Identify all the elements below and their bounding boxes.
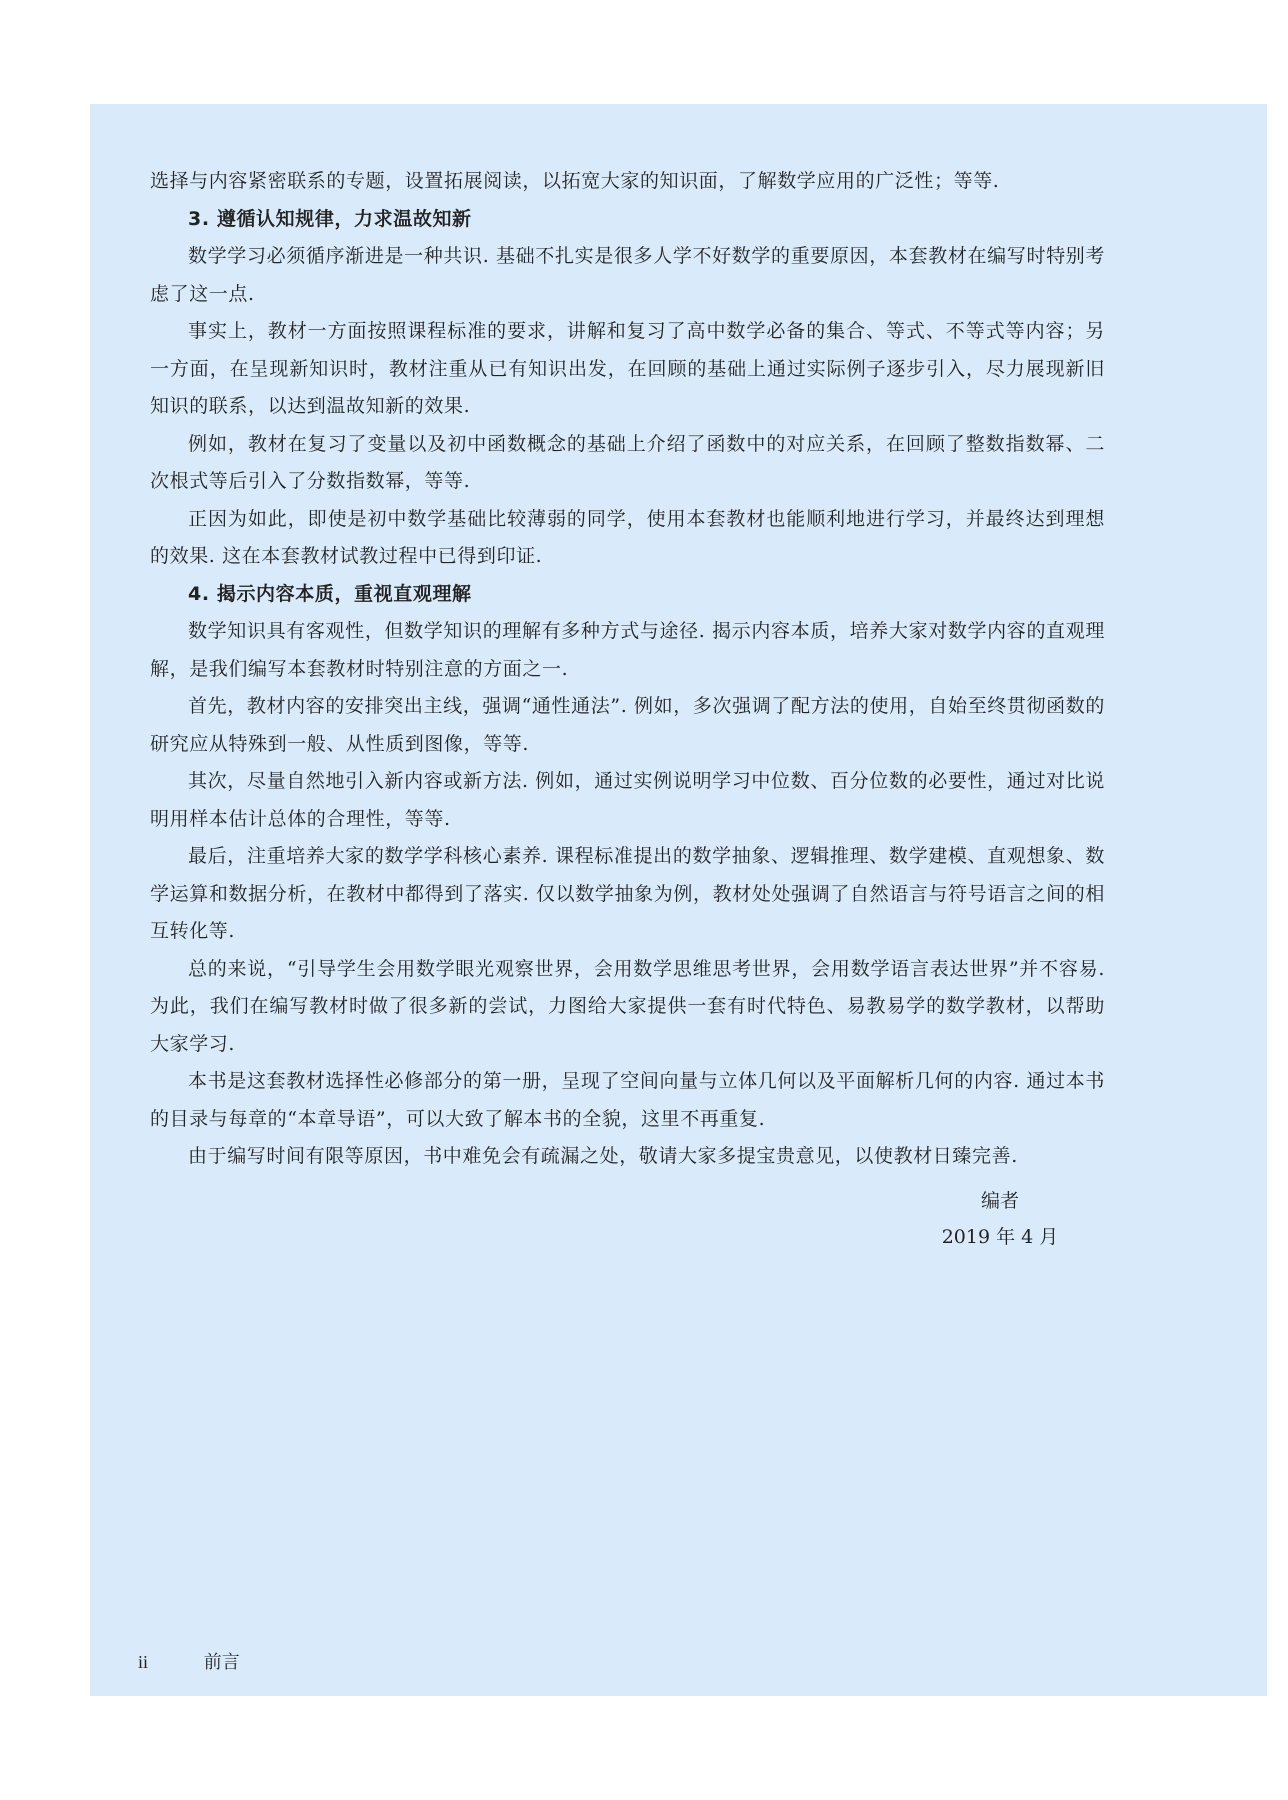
paragraph: 由于编写时间有限等原因，书中难免会有疏漏之处，敬请大家多提宝贵意见，以使教材日臻完善.	[188, 1145, 1018, 1167]
page-number: ii	[138, 1652, 149, 1672]
paragraph: 首先，教材内容的安排突出主线，强调“通性通法”. 例如，多次强调了配方法的使用，自始至终贯彻函数的研究应从特殊到一般、从性质到图像，等等.	[150, 695, 1105, 755]
paragraph: 事实上，教材一方面按照课程标准的要求，讲解和复习了高中数学必备的集合、等式、不等式等内容；另一方面，在呈现新知识时，教材注重从已有知识出发，在回顾的基础上通过实际例子逐步引入，尽力展现新旧知识的联系，以达到温故知新的效果.	[150, 320, 1105, 417]
signature-block	[920, 1183, 1080, 1255]
section-heading-3: 3. 遵循认知规律，力求温故知新	[188, 207, 472, 230]
signature-date: 2019 年 4 月	[941, 1226, 1059, 1248]
paragraph: 其次，尽量自然地引入新内容或新方法. 例如，通过实例说明学习中位数、百分位数的必要性，通过对比说明用样本估计总体的合理性，等等.	[150, 770, 1105, 830]
paragraph: 数学知识具有客观性，但数学知识的理解有多种方式与途径. 揭示内容本质，培养大家对数学内容的直观理解，是我们编写本套教材时特别注意的方面之一.	[150, 620, 1105, 680]
paragraph: 正因为如此，即使是初中数学基础比较薄弱的同学，使用本套教材也能顺利地进行学习，并最终达到理想的效果. 这在本套教材试教过程中已得到印证.	[150, 507, 1105, 567]
paragraph: 总的来说，“引导学生会用数学眼光观察世界，会用数学思维思考世界，会用数学语言表达世界”并不容易. 为此，我们在编写教材时做了很多新的尝试，力图给大家提供一套有时代特色、易教易学的数学教材，以帮助大家学习.	[150, 957, 1105, 1055]
paragraph: 最后，注重培养大家的数学学科核心素养. 课程标准提出的数学抽象、逻辑推理、数学建模、直观想象、数学运算和数据分析，在教材中都得到了落实. 仅以数学抽象为例，教材处处强调了自然语言与符号语言之间的相互转化等.	[150, 845, 1105, 942]
section-heading-4: 4. 揭示内容本质，重视直观理解	[188, 582, 472, 605]
signature-author: 编者	[980, 1190, 1019, 1212]
page-footer	[138, 1648, 240, 1674]
paragraph: 数学学习必须循序渐进是一种共识. 基础不扎实是很多人学不好数学的重要原因，本套教材在编写时特别考虑了这一点.	[150, 245, 1105, 305]
preface-body	[150, 163, 1105, 1176]
paragraph: 本书是这套教材选择性必修部分的第一册，呈现了空间向量与立体几何以及平面解析几何的内容. 通过本书的目录与每章的“本章导语”，可以大致了解本书的全貌，这里不再重复.	[150, 1070, 1105, 1130]
footer-section-title: 前言	[203, 1652, 240, 1673]
paragraph: 选择与内容紧密联系的专题，设置拓展阅读，以拓宽大家的知识面，了解数学应用的广泛性；等等.	[150, 170, 1000, 192]
paragraph: 例如，教材在复习了变量以及初中函数概念的基础上介绍了函数中的对应关系，在回顾了整数指数幂、二次根式等后引入了分数指数幂，等等.	[150, 432, 1105, 492]
